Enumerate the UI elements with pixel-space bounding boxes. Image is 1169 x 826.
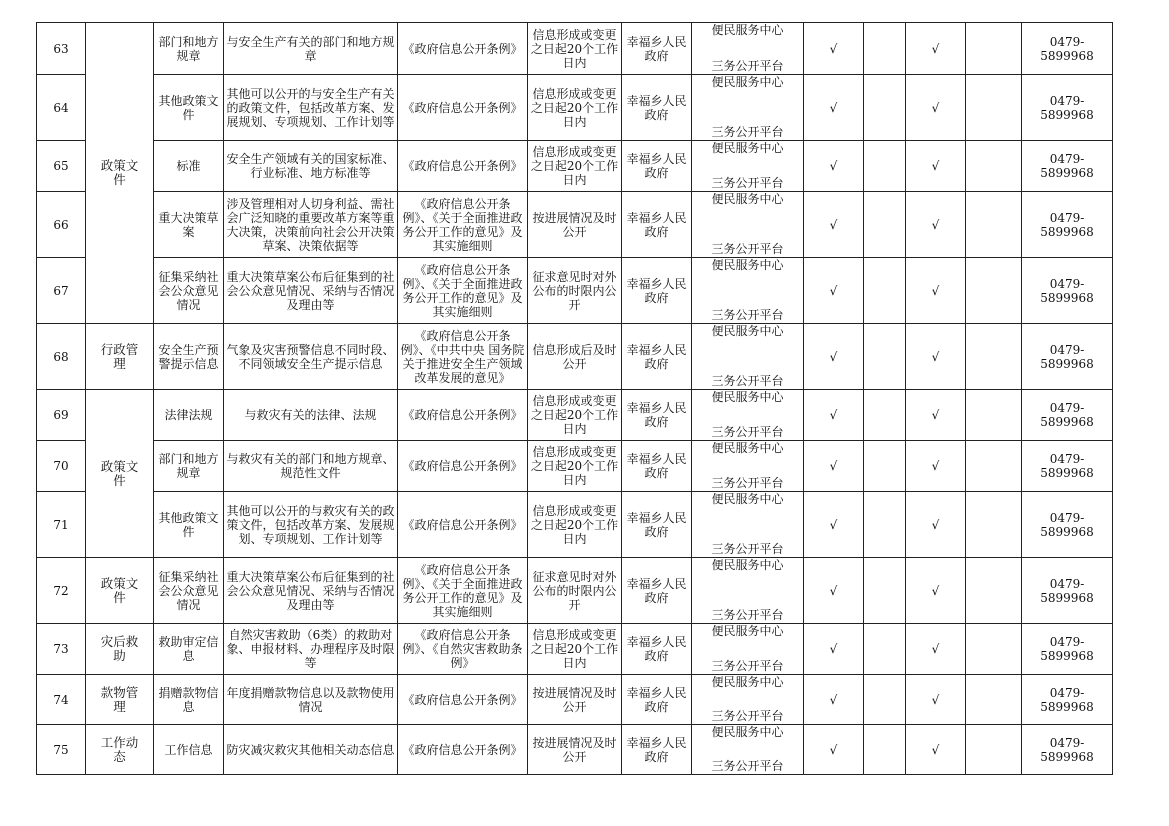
item-content bbox=[224, 725, 398, 775]
table-row bbox=[37, 725, 1113, 775]
item-name bbox=[154, 258, 224, 324]
channel-service-center: 便民服务中心 bbox=[711, 492, 784, 506]
channel-public-platform: 三务公开平台 bbox=[711, 308, 784, 322]
empty-cell bbox=[864, 324, 906, 390]
empty-cell bbox=[966, 725, 1022, 775]
disclosure-channel bbox=[692, 23, 804, 75]
table-row bbox=[37, 675, 1113, 725]
table-row bbox=[37, 192, 1113, 258]
check-mark-b: √ bbox=[906, 492, 966, 558]
item-name bbox=[154, 725, 224, 775]
legal-basis-text: 《政府信息公开条例》、《自然灾害救助条例》 bbox=[402, 628, 523, 670]
channel-public-platform: 三务公开平台 bbox=[711, 176, 784, 190]
item-content-text: 气象及灾害预警信息不同时段、不同领域安全生产提示信息 bbox=[226, 342, 395, 371]
table-row bbox=[37, 492, 1113, 558]
disclosure-subject-text: 幸福乡人民政府 bbox=[626, 34, 687, 63]
channel-public-platform: 三务公开平台 bbox=[711, 542, 784, 556]
legal-basis-text: 《政府信息公开条例》、《关于全面推进政务公开工作的意见》及其实施细则 bbox=[402, 196, 523, 253]
empty-cell bbox=[966, 141, 1022, 192]
time-limit bbox=[528, 558, 622, 624]
channel-service-center: 便民服务中心 bbox=[711, 624, 784, 638]
item-name-text: 征集采纳社会公众意见情况 bbox=[158, 269, 219, 312]
item-content bbox=[224, 675, 398, 725]
empty-cell bbox=[966, 23, 1022, 75]
channel-service-center: 便民服务中心 bbox=[711, 258, 784, 272]
channel-stack bbox=[694, 192, 801, 256]
channel-stack bbox=[694, 75, 801, 139]
legal-basis-text: 《政府信息公开条例》 bbox=[402, 692, 523, 707]
contact-phone: 0479-5899968 bbox=[1022, 258, 1113, 324]
legal-basis bbox=[398, 23, 528, 75]
legal-basis-text: 《政府信息公开条例》 bbox=[402, 742, 523, 757]
channel-service-center: 便民服务中心 bbox=[711, 725, 784, 739]
legal-basis bbox=[398, 558, 528, 624]
row-number: 65 bbox=[37, 141, 86, 192]
channel-stack bbox=[694, 390, 801, 439]
disclosure-subject-text: 幸福乡人民政府 bbox=[626, 452, 687, 480]
disclosure-subject-text: 幸福乡人民政府 bbox=[626, 510, 687, 539]
table-row bbox=[37, 258, 1113, 324]
disclosure-channel bbox=[692, 192, 804, 258]
item-content bbox=[224, 23, 398, 75]
disclosure-table bbox=[36, 22, 1113, 775]
disclosure-subject bbox=[622, 390, 692, 441]
check-mark-a: √ bbox=[804, 492, 864, 558]
legal-basis bbox=[398, 75, 528, 141]
item-content-text: 与救灾有关的法律、法规 bbox=[244, 408, 377, 422]
channel-public-platform: 三务公开平台 bbox=[711, 125, 784, 139]
disclosure-channel bbox=[692, 141, 804, 192]
category-group: 款物管理 bbox=[86, 675, 154, 725]
empty-cell bbox=[966, 492, 1022, 558]
row-number: 68 bbox=[37, 324, 86, 390]
time-limit bbox=[528, 192, 622, 258]
item-name-text: 征集采纳社会公众意见情况 bbox=[158, 569, 219, 612]
time-limit-text: 信息形成或变更之日起20个工作日内 bbox=[530, 503, 619, 546]
contact-phone: 0479-5899968 bbox=[1022, 558, 1113, 624]
empty-cell bbox=[864, 23, 906, 75]
check-mark-a: √ bbox=[804, 390, 864, 441]
contact-phone: 0479-5899968 bbox=[1022, 725, 1113, 775]
item-content-text: 涉及管理相对人切身利益、需社会广泛知晓的重要改革方案等重大决策，决策前向社会公开决策草案、决策依据等 bbox=[226, 196, 395, 253]
disclosure-subject-text: 幸福乡人民政府 bbox=[626, 152, 687, 180]
item-name bbox=[154, 390, 224, 441]
empty-cell bbox=[864, 624, 906, 675]
row-number: 69 bbox=[37, 390, 86, 441]
time-limit-text: 按进展情况及时公开 bbox=[532, 685, 617, 714]
disclosure-subject bbox=[622, 75, 692, 141]
item-content bbox=[224, 492, 398, 558]
check-mark-a: √ bbox=[804, 23, 864, 75]
category-group: 政策文件 bbox=[86, 23, 154, 324]
legal-basis bbox=[398, 492, 528, 558]
category-group: 行政管理 bbox=[86, 324, 154, 390]
disclosure-channel bbox=[692, 258, 804, 324]
disclosure-subject bbox=[622, 675, 692, 725]
item-name bbox=[154, 324, 224, 390]
check-mark-a: √ bbox=[804, 75, 864, 141]
empty-cell bbox=[966, 192, 1022, 258]
empty-cell bbox=[966, 624, 1022, 675]
empty-cell bbox=[966, 441, 1022, 492]
legal-basis-text: 《政府信息公开条例》、《关于全面推进政务公开工作的意见》及其实施细则 bbox=[402, 262, 523, 319]
check-mark-b: √ bbox=[906, 675, 966, 725]
legal-basis-text: 《政府信息公开条例》 bbox=[402, 159, 523, 173]
disclosure-channel bbox=[692, 390, 804, 441]
table-row bbox=[37, 558, 1113, 624]
disclosure-subject-text: 幸福乡人民政府 bbox=[626, 685, 687, 714]
item-name-text: 安全生产预警提示信息 bbox=[158, 342, 219, 371]
item-content-text: 重大决策草案公布后征集到的社会公众意见情况、采纳与否情况及理由等 bbox=[226, 569, 395, 612]
channel-stack bbox=[694, 558, 801, 622]
check-mark-b: √ bbox=[906, 141, 966, 192]
disclosure-subject-text: 幸福乡人民政府 bbox=[626, 635, 687, 663]
item-content bbox=[224, 192, 398, 258]
disclosure-subject bbox=[622, 141, 692, 192]
row-number: 74 bbox=[37, 675, 86, 725]
disclosure-channel bbox=[692, 492, 804, 558]
row-number: 64 bbox=[37, 75, 86, 141]
category-group: 工作动态 bbox=[86, 725, 154, 775]
table-row bbox=[37, 441, 1113, 492]
legal-basis bbox=[398, 725, 528, 775]
channel-stack bbox=[694, 624, 801, 673]
disclosure-subject-text: 幸福乡人民政府 bbox=[626, 576, 687, 605]
item-content bbox=[224, 441, 398, 492]
channel-public-platform: 三务公开平台 bbox=[711, 425, 784, 439]
item-name bbox=[154, 141, 224, 192]
empty-cell bbox=[966, 675, 1022, 725]
empty-cell bbox=[864, 725, 906, 775]
disclosure-subject-text: 幸福乡人民政府 bbox=[626, 93, 687, 122]
check-mark-b: √ bbox=[906, 558, 966, 624]
legal-basis-text: 《政府信息公开条例》 bbox=[402, 517, 523, 532]
check-mark-a: √ bbox=[804, 441, 864, 492]
channel-public-platform: 三务公开平台 bbox=[711, 374, 784, 388]
empty-cell bbox=[966, 390, 1022, 441]
contact-phone: 0479-5899968 bbox=[1022, 492, 1113, 558]
time-limit bbox=[528, 75, 622, 141]
disclosure-subject-text: 幸福乡人民政府 bbox=[626, 276, 687, 305]
time-limit bbox=[528, 258, 622, 324]
contact-phone: 0479-5899968 bbox=[1022, 675, 1113, 725]
empty-cell bbox=[864, 441, 906, 492]
time-limit-text: 信息形成或变更之日起20个工作日内 bbox=[530, 394, 619, 436]
empty-cell bbox=[864, 492, 906, 558]
check-mark-a: √ bbox=[804, 141, 864, 192]
empty-cell bbox=[966, 258, 1022, 324]
item-content bbox=[224, 624, 398, 675]
empty-cell bbox=[966, 324, 1022, 390]
time-limit bbox=[528, 390, 622, 441]
legal-basis bbox=[398, 258, 528, 324]
channel-stack bbox=[694, 675, 801, 723]
contact-phone: 0479-5899968 bbox=[1022, 324, 1113, 390]
time-limit bbox=[528, 624, 622, 675]
channel-stack bbox=[694, 324, 801, 388]
empty-cell bbox=[864, 390, 906, 441]
check-mark-a: √ bbox=[804, 624, 864, 675]
time-limit-text: 信息形成或变更之日起20个工作日内 bbox=[530, 86, 619, 129]
legal-basis bbox=[398, 390, 528, 441]
table-row bbox=[37, 624, 1113, 675]
check-mark-b: √ bbox=[906, 441, 966, 492]
disclosure-subject-text: 幸福乡人民政府 bbox=[626, 210, 687, 239]
item-content-text: 安全生产领域有关的国家标准、行业标准、地方标准等 bbox=[226, 152, 395, 180]
disclosure-subject bbox=[622, 558, 692, 624]
time-limit-text: 信息形成或变更之日起20个工作日内 bbox=[530, 445, 619, 487]
check-mark-b: √ bbox=[906, 258, 966, 324]
disclosure-channel bbox=[692, 675, 804, 725]
channel-stack bbox=[694, 258, 801, 322]
legal-basis bbox=[398, 624, 528, 675]
disclosure-subject bbox=[622, 324, 692, 390]
item-content-text: 与救灾有关的部门和地方规章、规范性文件 bbox=[226, 452, 395, 480]
channel-public-platform: 三务公开平台 bbox=[711, 709, 784, 723]
time-limit-text: 按进展情况及时公开 bbox=[532, 735, 617, 764]
row-number: 72 bbox=[37, 558, 86, 624]
disclosure-subject-text: 幸福乡人民政府 bbox=[626, 735, 687, 764]
item-content bbox=[224, 558, 398, 624]
disclosure-subject bbox=[622, 725, 692, 775]
check-mark-a: √ bbox=[804, 324, 864, 390]
channel-stack bbox=[694, 441, 801, 490]
category-group: 政策文件 bbox=[86, 558, 154, 624]
empty-cell bbox=[966, 558, 1022, 624]
channel-service-center: 便民服务中心 bbox=[711, 441, 784, 455]
check-mark-a: √ bbox=[804, 675, 864, 725]
time-limit-text: 按进展情况及时公开 bbox=[532, 210, 617, 239]
check-mark-a: √ bbox=[804, 258, 864, 324]
row-number: 67 bbox=[37, 258, 86, 324]
row-number: 66 bbox=[37, 192, 86, 258]
item-content-text: 防灾减灾救灾其他相关动态信息 bbox=[226, 742, 395, 757]
item-name bbox=[154, 75, 224, 141]
item-name bbox=[154, 441, 224, 492]
check-mark-a: √ bbox=[804, 558, 864, 624]
table-row bbox=[37, 23, 1113, 75]
item-content-text: 重大决策草案公布后征集到的社会公众意见情况、采纳与否情况及理由等 bbox=[226, 269, 395, 312]
table-row bbox=[37, 390, 1113, 441]
channel-service-center: 便民服务中心 bbox=[711, 558, 784, 572]
row-number: 70 bbox=[37, 441, 86, 492]
channel-stack bbox=[694, 725, 801, 773]
contact-phone: 0479-5899968 bbox=[1022, 390, 1113, 441]
item-content-text: 其他可以公开的与救灾有关的政策文件，包括改革方案、发展规划、专项规划、工作计划等 bbox=[226, 503, 395, 546]
table-row bbox=[37, 75, 1113, 141]
disclosure-channel bbox=[692, 75, 804, 141]
item-content bbox=[224, 75, 398, 141]
legal-basis-text: 《政府信息公开条例》、《中共中央 国务院关于推进安全生产领域改革发展的意见》 bbox=[400, 328, 525, 385]
channel-service-center: 便民服务中心 bbox=[711, 75, 784, 89]
channel-public-platform: 三务公开平台 bbox=[711, 759, 784, 773]
row-number: 73 bbox=[37, 624, 86, 675]
disclosure-subject bbox=[622, 624, 692, 675]
disclosure-subject bbox=[622, 23, 692, 75]
legal-basis bbox=[398, 141, 528, 192]
contact-phone: 0479-5899968 bbox=[1022, 23, 1113, 75]
item-name-text: 捐赠款物信息 bbox=[158, 685, 219, 714]
disclosure-channel bbox=[692, 624, 804, 675]
item-content-text: 年度捐赠款物信息以及款物使用情况 bbox=[226, 685, 395, 714]
row-number: 63 bbox=[37, 23, 86, 75]
time-limit-text: 信息形成或变更之日起20个工作日内 bbox=[530, 628, 619, 670]
item-name-text: 救助审定信息 bbox=[158, 635, 219, 663]
item-content-text: 与安全生产有关的部门和地方规章 bbox=[226, 34, 395, 63]
contact-phone: 0479-5899968 bbox=[1022, 192, 1113, 258]
legal-basis bbox=[398, 324, 528, 390]
empty-cell bbox=[864, 75, 906, 141]
item-content bbox=[224, 141, 398, 192]
category-group: 政策文件 bbox=[86, 390, 154, 558]
disclosure-subject bbox=[622, 492, 692, 558]
row-number: 75 bbox=[37, 725, 86, 775]
contact-phone: 0479-5899968 bbox=[1022, 441, 1113, 492]
check-mark-b: √ bbox=[906, 725, 966, 775]
legal-basis bbox=[398, 441, 528, 492]
check-mark-b: √ bbox=[906, 75, 966, 141]
contact-phone: 0479-5899968 bbox=[1022, 624, 1113, 675]
time-limit bbox=[528, 725, 622, 775]
item-name bbox=[154, 675, 224, 725]
channel-service-center: 便民服务中心 bbox=[711, 141, 784, 155]
legal-basis-text: 《政府信息公开条例》 bbox=[402, 41, 523, 56]
check-mark-b: √ bbox=[906, 23, 966, 75]
item-name bbox=[154, 192, 224, 258]
empty-cell bbox=[864, 558, 906, 624]
check-mark-b: √ bbox=[906, 192, 966, 258]
check-mark-b: √ bbox=[906, 324, 966, 390]
item-content-text: 自然灾害救助（6类）的救助对象、申报材料、办理程序及时限等 bbox=[226, 628, 395, 670]
channel-public-platform: 三务公开平台 bbox=[711, 59, 784, 73]
time-limit bbox=[528, 675, 622, 725]
disclosure-subject bbox=[622, 192, 692, 258]
disclosure-channel bbox=[692, 441, 804, 492]
item-name bbox=[154, 624, 224, 675]
item-name-text: 其他政策文件 bbox=[158, 510, 219, 539]
channel-service-center: 便民服务中心 bbox=[711, 324, 784, 338]
time-limit bbox=[528, 441, 622, 492]
time-limit-text: 征求意见时对外公布的时限内公开 bbox=[532, 269, 617, 312]
item-name-text: 标准 bbox=[176, 159, 201, 173]
item-content bbox=[224, 324, 398, 390]
empty-cell bbox=[966, 75, 1022, 141]
channel-public-platform: 三务公开平台 bbox=[711, 242, 784, 256]
item-name bbox=[154, 23, 224, 75]
item-content bbox=[224, 258, 398, 324]
check-mark-a: √ bbox=[804, 725, 864, 775]
contact-phone: 0479-5899968 bbox=[1022, 141, 1113, 192]
channel-stack bbox=[694, 141, 801, 190]
item-name bbox=[154, 492, 224, 558]
item-content bbox=[224, 390, 398, 441]
contact-phone: 0479-5899968 bbox=[1022, 75, 1113, 141]
disclosure-subject bbox=[622, 441, 692, 492]
channel-stack bbox=[694, 23, 801, 73]
item-name-text: 重大决策草案 bbox=[158, 210, 219, 239]
row-number: 71 bbox=[37, 492, 86, 558]
disclosure-subject-text: 幸福乡人民政府 bbox=[626, 401, 687, 429]
check-mark-b: √ bbox=[906, 624, 966, 675]
legal-basis-text: 《政府信息公开条例》 bbox=[402, 459, 523, 473]
item-content-text: 其他可以公开的与安全生产有关的政策文件，包括改革方案、发展规划、专项规划、工作计划等 bbox=[226, 86, 395, 129]
empty-cell bbox=[864, 258, 906, 324]
empty-cell bbox=[864, 192, 906, 258]
legal-basis bbox=[398, 675, 528, 725]
check-mark-a: √ bbox=[804, 192, 864, 258]
channel-stack bbox=[694, 492, 801, 556]
table-row bbox=[37, 324, 1113, 390]
disclosure-channel bbox=[692, 558, 804, 624]
channel-service-center: 便民服务中心 bbox=[711, 23, 784, 37]
disclosure-channel bbox=[692, 324, 804, 390]
item-name-text: 部门和地方规章 bbox=[158, 452, 219, 480]
time-limit bbox=[528, 23, 622, 75]
item-name-text: 工作信息 bbox=[164, 742, 213, 757]
legal-basis bbox=[398, 192, 528, 258]
empty-cell bbox=[864, 675, 906, 725]
item-name-text: 部门和地方规章 bbox=[158, 34, 219, 63]
time-limit bbox=[528, 141, 622, 192]
table-row bbox=[37, 141, 1113, 192]
empty-cell bbox=[864, 141, 906, 192]
channel-public-platform: 三务公开平台 bbox=[711, 608, 784, 622]
time-limit-text: 信息形成后及时公开 bbox=[532, 342, 617, 371]
disclosure-subject bbox=[622, 258, 692, 324]
item-name-text: 其他政策文件 bbox=[158, 93, 219, 122]
time-limit-text: 征求意见时对外公布的时限内公开 bbox=[532, 569, 617, 612]
item-name bbox=[154, 558, 224, 624]
item-name-text: 法律法规 bbox=[164, 408, 213, 422]
legal-basis-text: 《政府信息公开条例》 bbox=[402, 100, 523, 115]
table-body bbox=[37, 23, 1113, 775]
time-limit-text: 信息形成或变更之日起20个工作日内 bbox=[530, 27, 619, 70]
legal-basis-text: 《政府信息公开条例》、《关于全面推进政务公开工作的意见》及其实施细则 bbox=[402, 562, 523, 619]
time-limit bbox=[528, 324, 622, 390]
channel-service-center: 便民服务中心 bbox=[711, 675, 784, 689]
channel-service-center: 便民服务中心 bbox=[711, 390, 784, 404]
check-mark-b: √ bbox=[906, 390, 966, 441]
disclosure-subject-text: 幸福乡人民政府 bbox=[626, 342, 687, 371]
channel-service-center: 便民服务中心 bbox=[711, 192, 784, 206]
disclosure-channel bbox=[692, 725, 804, 775]
legal-basis-text: 《政府信息公开条例》 bbox=[402, 408, 523, 422]
channel-public-platform: 三务公开平台 bbox=[711, 659, 784, 673]
time-limit bbox=[528, 492, 622, 558]
channel-public-platform: 三务公开平台 bbox=[711, 476, 784, 490]
category-group: 灾后救助 bbox=[86, 624, 154, 675]
time-limit-text: 信息形成或变更之日起20个工作日内 bbox=[530, 145, 619, 187]
